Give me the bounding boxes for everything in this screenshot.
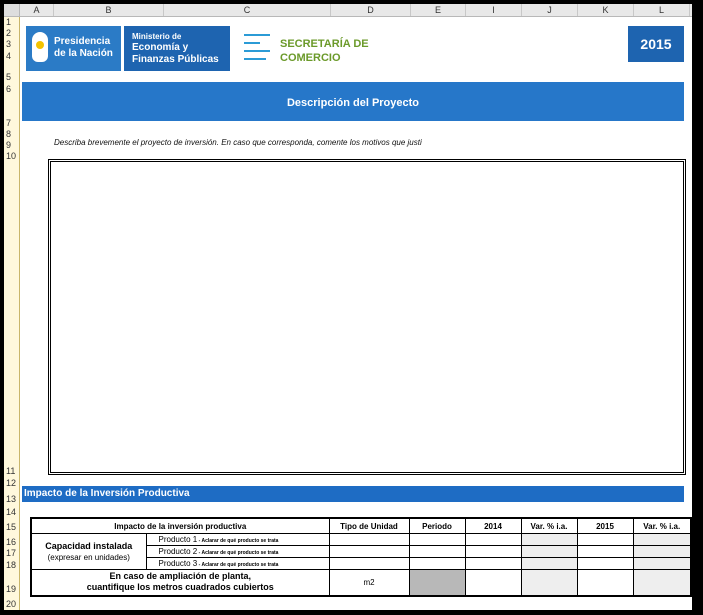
row-header[interactable]: 3 xyxy=(6,39,12,49)
secretaria-lines-icon xyxy=(244,34,270,64)
header-2014: 2014 xyxy=(465,518,521,534)
header-var-2014: Var. % i.a. xyxy=(521,518,577,534)
row-header[interactable]: 2 xyxy=(6,28,12,38)
row-header[interactable]: 9 xyxy=(6,140,12,150)
column-header-a[interactable]: A xyxy=(20,4,54,16)
secretaria-logo xyxy=(280,37,369,65)
column-header-bar xyxy=(4,4,692,17)
calc-cell xyxy=(633,570,691,596)
national-emblem-icon xyxy=(32,32,48,62)
impact-table xyxy=(30,517,692,597)
table-row xyxy=(31,570,691,596)
input-cell[interactable] xyxy=(329,558,409,570)
row-header[interactable]: 19 xyxy=(6,584,17,594)
column-header-e[interactable]: E xyxy=(411,4,466,16)
product-note: - Aclarar de qué producto se trata xyxy=(197,550,279,556)
calc-cell xyxy=(633,558,691,570)
column-header-c[interactable]: C xyxy=(164,4,331,16)
row-header[interactable]: 13 xyxy=(6,494,17,504)
capacidad-sublabel: (expresar en unidades) xyxy=(47,552,130,562)
calc-cell xyxy=(633,534,691,546)
product-name: Producto 1 xyxy=(158,535,198,544)
calc-cell xyxy=(521,546,577,558)
column-header-k[interactable]: K xyxy=(578,4,634,16)
row-header[interactable]: 15 xyxy=(6,522,17,532)
project-description-textbox[interactable] xyxy=(48,159,686,475)
presidencia-line1: Presidencia xyxy=(54,36,111,47)
ampliacion-unit: m2 xyxy=(329,570,409,596)
product-note: - Aclarar de qué producto se trata xyxy=(197,538,279,544)
calc-cell xyxy=(633,546,691,558)
product-1-cell xyxy=(146,534,329,546)
section-title-descripcion: Descripción del Proyecto xyxy=(22,82,684,121)
secretaria-line2: COMERCIO xyxy=(280,52,341,64)
secretaria-line1: SECRETARÍA DE xyxy=(280,38,369,50)
row-header[interactable]: 18 xyxy=(6,560,17,570)
input-cell[interactable] xyxy=(577,558,633,570)
capacidad-label-cell xyxy=(31,534,146,570)
ampliacion-line2: cuantifique los metros cuadrados cubiertos xyxy=(86,582,274,593)
column-header-j[interactable]: J xyxy=(522,4,578,16)
table-row xyxy=(31,534,691,546)
disabled-cell xyxy=(409,570,465,596)
product-2-cell xyxy=(146,546,329,558)
row-header[interactable]: 14 xyxy=(6,507,17,517)
ministerio-logo xyxy=(124,26,230,71)
section-title-impacto: Impacto de la Inversión Productiva xyxy=(22,486,684,502)
calc-cell xyxy=(521,558,577,570)
row-header[interactable]: 7 xyxy=(6,118,12,128)
input-cell[interactable] xyxy=(409,558,465,570)
presidencia-logo xyxy=(26,26,121,71)
select-all-corner[interactable] xyxy=(4,4,20,16)
input-cell[interactable] xyxy=(577,546,633,558)
column-header-d[interactable]: D xyxy=(331,4,411,16)
product-3-cell xyxy=(146,558,329,570)
ministerio-line1: Ministerio de xyxy=(132,32,182,41)
row-header[interactable]: 5 xyxy=(6,72,12,82)
row-header[interactable]: 17 xyxy=(6,548,17,558)
row-header[interactable]: 11 xyxy=(6,466,16,476)
spreadsheet-window xyxy=(4,4,692,610)
row-header[interactable]: 1 xyxy=(6,17,12,27)
ministerio-line2: Economía y xyxy=(132,42,189,53)
header-tipo-unidad: Tipo de Unidad xyxy=(329,518,409,534)
row-header[interactable]: 8 xyxy=(6,129,12,139)
ampliacion-label-cell xyxy=(31,570,329,596)
product-name: Producto 3 xyxy=(158,559,198,568)
ampliacion-line1: En caso de ampliación de planta, xyxy=(109,571,252,582)
input-cell[interactable] xyxy=(329,546,409,558)
row-header[interactable]: 16 xyxy=(6,537,17,547)
ministerio-line3: Finanzas Públicas xyxy=(132,54,219,65)
product-name: Producto 2 xyxy=(158,547,198,556)
input-cell[interactable] xyxy=(465,534,521,546)
year-badge: 2015 xyxy=(628,26,684,62)
column-header-b[interactable]: B xyxy=(54,4,164,16)
column-header-i[interactable]: I xyxy=(466,4,522,16)
table-header-row xyxy=(31,518,691,534)
input-cell[interactable] xyxy=(465,558,521,570)
row-header[interactable]: 12 xyxy=(6,478,17,488)
row-header[interactable]: 6 xyxy=(6,84,12,94)
product-note: - Aclarar de qué producto se trata xyxy=(197,562,279,568)
column-header-l[interactable]: L xyxy=(634,4,690,16)
row-header[interactable]: 20 xyxy=(6,599,17,609)
calc-cell xyxy=(521,570,577,596)
capacidad-label: Capacidad instalada xyxy=(45,540,133,551)
input-cell[interactable] xyxy=(465,570,521,596)
presidencia-line2: de la Nación xyxy=(54,48,113,59)
header-impacto: Impacto de la inversión productiva xyxy=(31,518,329,534)
input-cell[interactable] xyxy=(465,546,521,558)
input-cell[interactable] xyxy=(577,534,633,546)
input-cell[interactable] xyxy=(329,534,409,546)
instruction-text: Describa brevemente el proyecto de inversión. En caso que corresponda, comente los motivos que justi xyxy=(54,138,422,147)
header-periodo: Periodo xyxy=(409,518,465,534)
input-cell[interactable] xyxy=(409,546,465,558)
input-cell[interactable] xyxy=(577,570,633,596)
calc-cell xyxy=(521,534,577,546)
header-var-2015: Var. % i.a. xyxy=(633,518,691,534)
header-2015: 2015 xyxy=(577,518,633,534)
input-cell[interactable] xyxy=(409,534,465,546)
row-header[interactable]: 10 xyxy=(6,151,17,161)
row-header[interactable]: 4 xyxy=(6,51,12,61)
row-header-bar xyxy=(4,17,20,610)
